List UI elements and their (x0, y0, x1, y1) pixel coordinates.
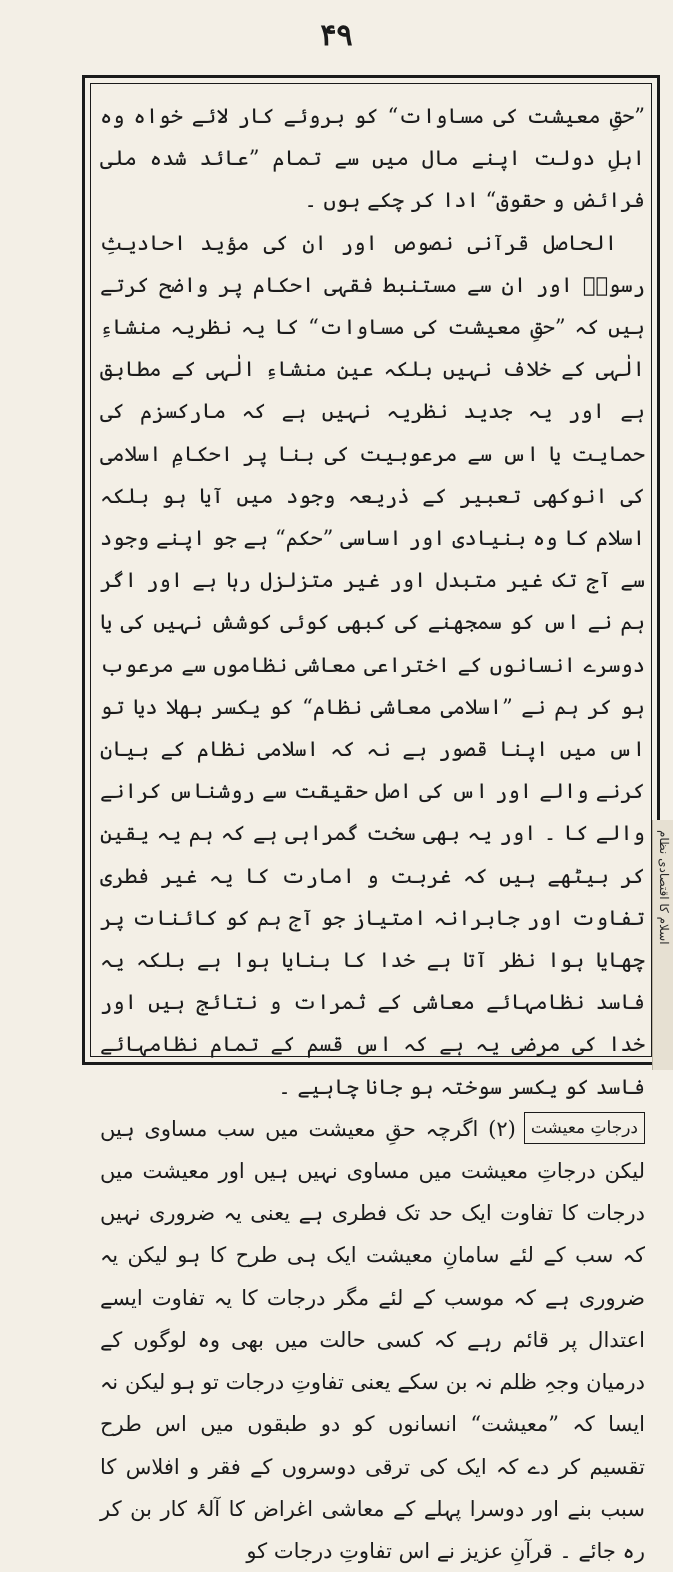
paragraph-text: (۲) اگرچہ حقِ معیشت میں سب مساوی ہیں لیکن درجاتِ معیشت میں مساوی نہیں ہیں اور معیشت میں درجات کا تفاوت ایک حد تک فطری ہے یعنی یہ ضروری نہیں کہ سب کے لئے سامانِ معیشت ایک ہی طرح کا ہو لیکن یہ ضروری ہے کہ موسب کے لئے مگر درجات کا یہ تفاوت ایسے اعتدال پر قائم رہے کہ کسی حالت میں بھی وہ لوگوں کے درمیان وجہِ ظلم نہ بن سکے یعنی تفاوتِ درجات تو ہو لیکن نہ ایسا کہ ”معیشت“ انسانوں کو دو طبقوں میں اس طرح تقسیم کر دے کہ ایک کی ترقی دوسروں کے فقر و افلاس کا سبب بنے اور دوسرا پہلے کے معاشی اغراض کا آلۂ کار بن کر رہ جائے ۔ قرآنِ عزیز نے اس تفاوتِ درجات کو (100, 1116, 645, 1563)
paragraph: ”حقِ معیشت کی مساوات“ کو بروئے کار لائے خواہ وہ اہلِ دولت اپنے مال میں سے تمام ”عائد شدہ ملی فرائض و حقوق“ ادا کر چکے ہوں ۔ (100, 104, 645, 213)
paragraph (100, 1108, 645, 1572)
spine-label: اسلام کا اقتصادی نظام (657, 830, 671, 945)
side-heading: درجاتِ معیشت (524, 1112, 645, 1144)
body-text (100, 95, 645, 1563)
paragraph: الحاصل قرآنی نصوص اور ان کی مؤید احادیثِ رسولؐ اور ان سے مستنبط فقہی احکام پر واضح کرتے ہیں کہ ”حقِ معیشت کی مساوات“ کا یہ نظریہ منشاءِ الٰہی کے خلاف نہیں بلکہ عین منشاءِ الٰہی کے مطابق ہے اور یہ جدید نظریہ نہیں ہے کہ مارکسزم کی حمایت یا اس سے مرعوبیت کی بنا پر احکامِ اسلامی کی انوکھی تعبیر کے ذریعہ وجود میں آیا ہو بلکہ اسلام کا وہ بنیادی اور اساسی ”حکم“ ہے جو اپنے وجود سے آج تک غیر متبدل اور غیر متزلزل رہا ہے اور اگر ہم نے اس کو سمجھنے کی کبھی کوئی کوشش نہیں کی یا دوسرے انسانوں کے اختراعی معاشی نظاموں سے مرعوب ہو کر ہم نے ”اسلامی معاشی نظام“ کو یکسر بھلا دیا تو اس میں اپنا قصور ہے نہ کہ اسلامی نظام کے بیان کرنے والے اور اس کی اصل حقیقت سے روشناس کرانے والے کا ۔ اور یہ بھی سخت گمراہی ہے کہ ہم یہ یقین کر بیٹھے ہیں کہ غربت و امارت کا یہ غیر فطری تفاوت اور جابرانہ امتیاز جو آج ہم کو کائنات پر چھایا ہوا نظر آتا ہے خدا کا بنایا ہوا ہے بلکہ یہ فاسد نظامہائے معاشی کے ثمرات و نتائج ہیں اور خدا کی مرضی یہ ہے کہ اس قسم کے تمام نظامہائے فاسد کو یکسر سوختہ ہو جانا چاہیے ۔ (100, 230, 645, 1099)
page-number: ۴۹ (320, 18, 353, 53)
